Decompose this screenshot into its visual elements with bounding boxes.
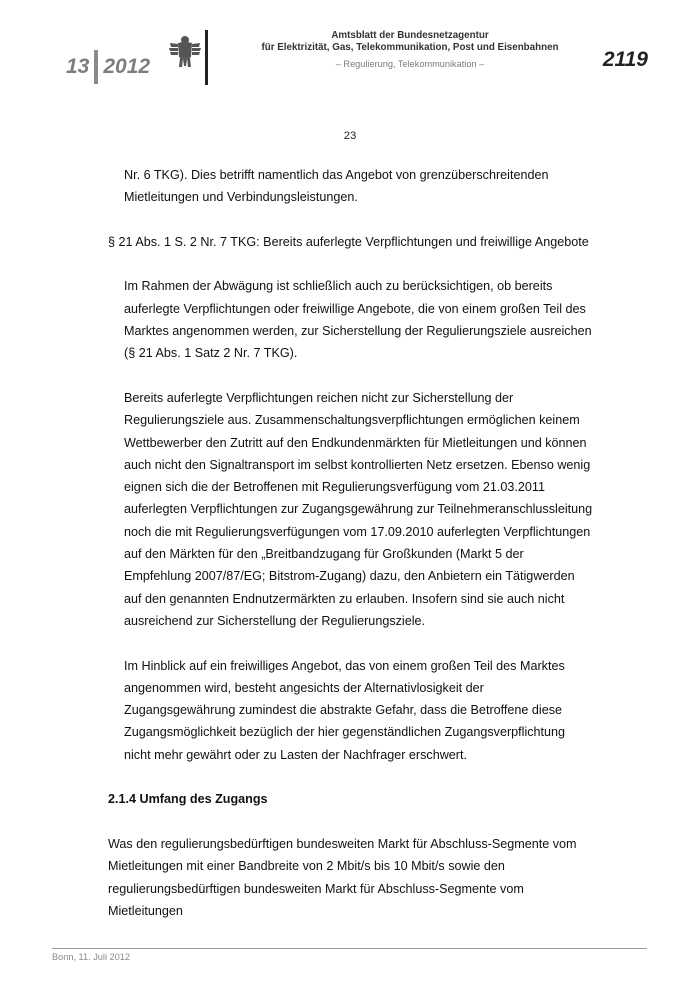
publication-title-line2: für Elektrizität, Gas, Telekommunikation, Post und Eisenbahnen xyxy=(261,42,559,53)
footer-date: Bonn, 11. Juli 2012 xyxy=(52,952,130,962)
issue-year: 2012 xyxy=(103,55,151,78)
publication-title xyxy=(225,30,595,54)
paragraph: Im Hinblick auf ein freiwilliges Angebot, das von einem großen Teil des Marktes angenommen wird, besteht angesichts der Alternativlosigkeit der Zugangsgewährung zumindest die abstrakte Gefahr, dass die Betroffene diese Zugangsmöglichkeit bezüglich der hier gegenständlichen Zugangsverpflichtung nicht mehr gewährt oder zu Lasten der Nachfrager erschwert. xyxy=(124,658,566,762)
footer-divider xyxy=(52,948,647,949)
publication-subtitle: – Regulierung, Telekommunikation – xyxy=(335,59,485,69)
document-body xyxy=(108,164,593,944)
header-page-number: 2119 xyxy=(602,48,648,71)
paragraph: Im Rahmen der Abwägung ist schließlich auch zu berücksichtigen, ob bereits auferlegte Verpflichtungen oder freiwillige Angebote, die von einem großen Teil des Marktes angenommen werden, zur Sicherstellung der Regulierungsziele ausreichen (§ 21 Abs. 1 Satz 2 Nr. 7 TKG). xyxy=(124,279,592,361)
section-heading: 2.1.4 Umfang des Zugangs xyxy=(108,792,268,807)
federal-eagle-icon xyxy=(168,33,202,71)
paragraph: Was den regulierungsbedürftigen bundesweiten Markt für Abschluss-Segmente vom Mietleitungen mit einer Bandbreite von 2 Mbit/s bis 10 Mbit/s sowie den regulierungsbedürftigen bundesweiten Markt für Abschluss-Segmente vom Mietleitungen xyxy=(108,836,577,918)
issue-divider xyxy=(94,50,98,84)
publication-title-line1: Amtsblatt der Bundesnetzagentur xyxy=(331,30,489,41)
issue-label xyxy=(66,50,150,84)
paragraph: Bereits auferlegte Verpflichtungen reichen nicht zur Sicherstellung der Regulierungsziele aus. Zusammenschaltungsverpflichtungen ermöglichen keinem Wettbewerber den Zutritt auf den Endkundenmärkten für Mietleitungen und können auch nicht den Signaltransport im selbst kontrollierten Netz ersetzen. Ebenso wenig eignen sich die der Betroffenen mit Regulierungsverfügung vom 21.03.2011 auferlegten Verpflichtungen zur Zugangsgewährung zur Teilnehmeranschlussleitung noch die mit Regulierungsverfügungen vom 17.09.2010 auferlegten Verpflichtungen auf den Märkten für den „Breitbandzugang für Großkunden (Markt 5 der Empfehlung 2007/87/EG; Bitstrom-Zugang) dazu, den Anbietern ein Tätigwerden auf den genannten Endnutzermärkten zu erlauben. Insofern sind sie auch nicht ausreichend zur Sicherstellung der Regulierungsziele. xyxy=(124,390,593,628)
header-divider xyxy=(205,30,208,85)
paragraph: § 21 Abs. 1 S. 2 Nr. 7 TKG: Bereits auferlegte Verpflichtungen und freiwillige Angebote xyxy=(108,234,589,249)
document-page-number: 23 xyxy=(343,130,357,142)
issue-number: 13 xyxy=(66,55,90,78)
paragraph: Nr. 6 TKG). Dies betrifft namentlich das Angebot von grenzüberschreitenden Mietleitungen und Verbindungsleistungen. xyxy=(124,168,549,205)
